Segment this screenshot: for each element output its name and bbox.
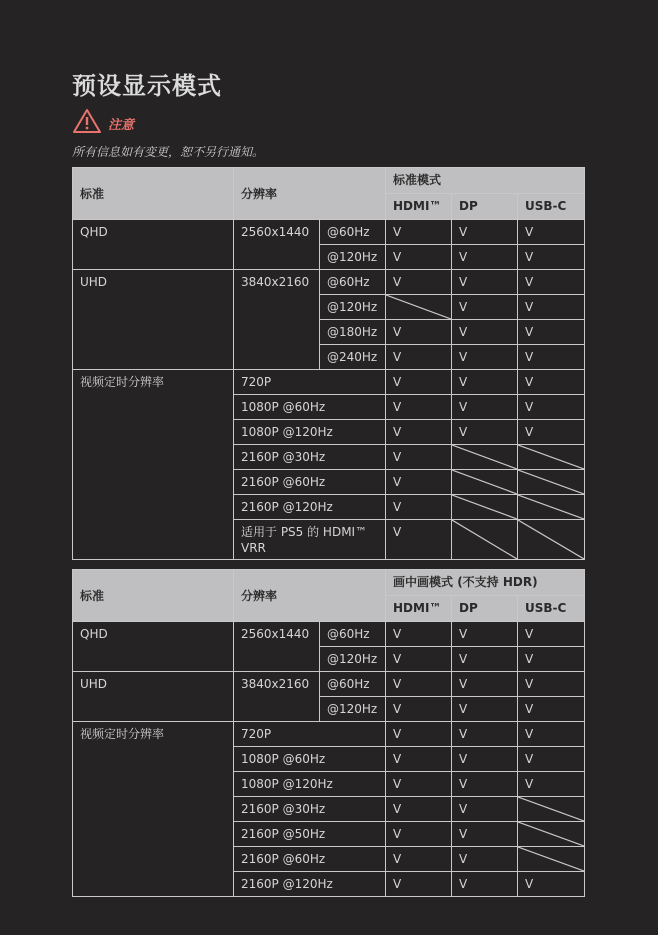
header-hdmi: HDMI™: [386, 194, 452, 220]
cell-usbc: V: [518, 672, 585, 697]
cell-resolution: 适用于 PS5 的 HDMI™ VRR: [234, 520, 386, 560]
table-row: [73, 722, 585, 747]
cell-dp: V: [452, 672, 518, 697]
cell-standard: UHD: [73, 270, 234, 370]
table-row: [73, 622, 585, 647]
cell-usbc: V: [518, 270, 585, 295]
cell-resolution: 3840x2160: [234, 672, 320, 722]
cell-usbc: V: [518, 647, 585, 672]
unsupported-cell: [386, 295, 452, 320]
cell-dp: V: [452, 747, 518, 772]
cell-usbc: V: [518, 420, 585, 445]
cell-dp: V: [452, 345, 518, 370]
cell-hdmi: V: [386, 320, 452, 345]
cell-hdmi: V: [386, 622, 452, 647]
table-row: [73, 370, 585, 395]
cell-standard: UHD: [73, 672, 234, 722]
header-usbc: USB-C: [518, 194, 585, 220]
header-usbc: USB-C: [518, 596, 585, 622]
header-dp: DP: [452, 194, 518, 220]
cell-usbc: V: [518, 220, 585, 245]
cell-hdmi: V: [386, 420, 452, 445]
cell-usbc: V: [518, 370, 585, 395]
cell-resolution: 2160P @30Hz: [234, 797, 386, 822]
cell-usbc: V: [518, 772, 585, 797]
notice: [72, 109, 134, 137]
header-mode-group: 画中画模式 (不支持 HDR): [386, 570, 585, 596]
notice-text: 所有信息如有变更，恕不另行通知。: [72, 145, 265, 159]
cell-dp: V: [452, 220, 518, 245]
cell-usbc: V: [518, 320, 585, 345]
header-standard: 标准: [73, 168, 234, 220]
unsupported-cell: [518, 470, 585, 495]
cell-resolution: 3840x2160: [234, 270, 320, 370]
header-resolution: 分辨率: [234, 570, 386, 622]
cell-dp: V: [452, 847, 518, 872]
cell-standard: 视频定时分辨率: [73, 370, 234, 560]
header-standard: 标准: [73, 570, 234, 622]
page-title: 预设显示模式: [72, 72, 222, 100]
cell-usbc: V: [518, 395, 585, 420]
cell-hdmi: V: [386, 370, 452, 395]
cell-standard: QHD: [73, 220, 234, 270]
cell-hdmi: V: [386, 395, 452, 420]
cell-dp: V: [452, 320, 518, 345]
unsupported-cell: [518, 445, 585, 470]
cell-refresh: @240Hz: [320, 345, 386, 370]
cell-usbc: V: [518, 697, 585, 722]
cell-refresh: @60Hz: [320, 672, 386, 697]
cell-hdmi: V: [386, 245, 452, 270]
cell-hdmi: V: [386, 672, 452, 697]
cell-resolution: 1080P @60Hz: [234, 395, 386, 420]
cell-dp: V: [452, 822, 518, 847]
notice-label: 注意: [108, 117, 135, 133]
cell-dp: V: [452, 722, 518, 747]
cell-usbc: V: [518, 245, 585, 270]
cell-dp: V: [452, 772, 518, 797]
cell-hdmi: V: [386, 747, 452, 772]
cell-resolution: 1080P @120Hz: [234, 420, 386, 445]
cell-hdmi: V: [386, 847, 452, 872]
cell-refresh: @180Hz: [320, 320, 386, 345]
cell-hdmi: V: [386, 772, 452, 797]
cell-usbc: V: [518, 722, 585, 747]
cell-dp: V: [452, 647, 518, 672]
unsupported-cell: [518, 847, 585, 872]
cell-dp: V: [452, 697, 518, 722]
cell-dp: V: [452, 420, 518, 445]
warning-icon: [72, 108, 102, 138]
cell-usbc: V: [518, 747, 585, 772]
cell-resolution: 720P: [234, 370, 386, 395]
cell-refresh: @60Hz: [320, 270, 386, 295]
unsupported-cell: [452, 470, 518, 495]
unsupported-cell: [518, 797, 585, 822]
header-mode-group: 标准模式: [386, 168, 585, 194]
cell-resolution: 2160P @60Hz: [234, 847, 386, 872]
cell-standard: 视频定时分辨率: [73, 722, 234, 897]
unsupported-cell: [518, 520, 585, 560]
cell-dp: V: [452, 270, 518, 295]
cell-resolution: 2160P @30Hz: [234, 445, 386, 470]
cell-resolution: 2160P @60Hz: [234, 470, 386, 495]
cell-hdmi: V: [386, 220, 452, 245]
cell-hdmi: V: [386, 270, 452, 295]
cell-resolution: 2160P @120Hz: [234, 872, 386, 897]
cell-hdmi: V: [386, 872, 452, 897]
cell-usbc: V: [518, 345, 585, 370]
header-resolution: 分辨率: [234, 168, 386, 220]
table-row: [73, 220, 585, 245]
cell-refresh: @120Hz: [320, 647, 386, 672]
header-dp: DP: [452, 596, 518, 622]
cell-dp: V: [452, 395, 518, 420]
cell-resolution: 2160P @50Hz: [234, 822, 386, 847]
unsupported-cell: [452, 495, 518, 520]
cell-hdmi: V: [386, 520, 452, 560]
cell-dp: V: [452, 622, 518, 647]
cell-usbc: V: [518, 872, 585, 897]
unsupported-cell: [452, 520, 518, 560]
cell-resolution: 1080P @120Hz: [234, 772, 386, 797]
cell-hdmi: V: [386, 445, 452, 470]
cell-usbc: V: [518, 295, 585, 320]
cell-dp: V: [452, 872, 518, 897]
cell-refresh: @120Hz: [320, 697, 386, 722]
cell-hdmi: V: [386, 797, 452, 822]
cell-dp: V: [452, 370, 518, 395]
cell-resolution: 2560x1440: [234, 622, 320, 672]
cell-refresh: @60Hz: [320, 622, 386, 647]
cell-hdmi: V: [386, 495, 452, 520]
cell-standard: QHD: [73, 622, 234, 672]
cell-refresh: @120Hz: [320, 295, 386, 320]
table-row: [73, 672, 585, 697]
cell-refresh: @120Hz: [320, 245, 386, 270]
cell-hdmi: V: [386, 722, 452, 747]
header-hdmi: HDMI™: [386, 596, 452, 622]
cell-usbc: V: [518, 622, 585, 647]
display-modes-table-pip: [72, 569, 585, 897]
cell-hdmi: V: [386, 345, 452, 370]
unsupported-cell: [518, 495, 585, 520]
display-modes-table-standard: [72, 167, 585, 560]
cell-dp: V: [452, 245, 518, 270]
cell-dp: V: [452, 797, 518, 822]
cell-resolution: 2160P @120Hz: [234, 495, 386, 520]
table-row: [73, 270, 585, 295]
cell-hdmi: V: [386, 647, 452, 672]
cell-hdmi: V: [386, 470, 452, 495]
cell-resolution: 2560x1440: [234, 220, 320, 270]
cell-hdmi: V: [386, 697, 452, 722]
cell-hdmi: V: [386, 822, 452, 847]
unsupported-cell: [452, 445, 518, 470]
cell-resolution: 720P: [234, 722, 386, 747]
cell-dp: V: [452, 295, 518, 320]
cell-resolution: 1080P @60Hz: [234, 747, 386, 772]
cell-refresh: @60Hz: [320, 220, 386, 245]
unsupported-cell: [518, 822, 585, 847]
